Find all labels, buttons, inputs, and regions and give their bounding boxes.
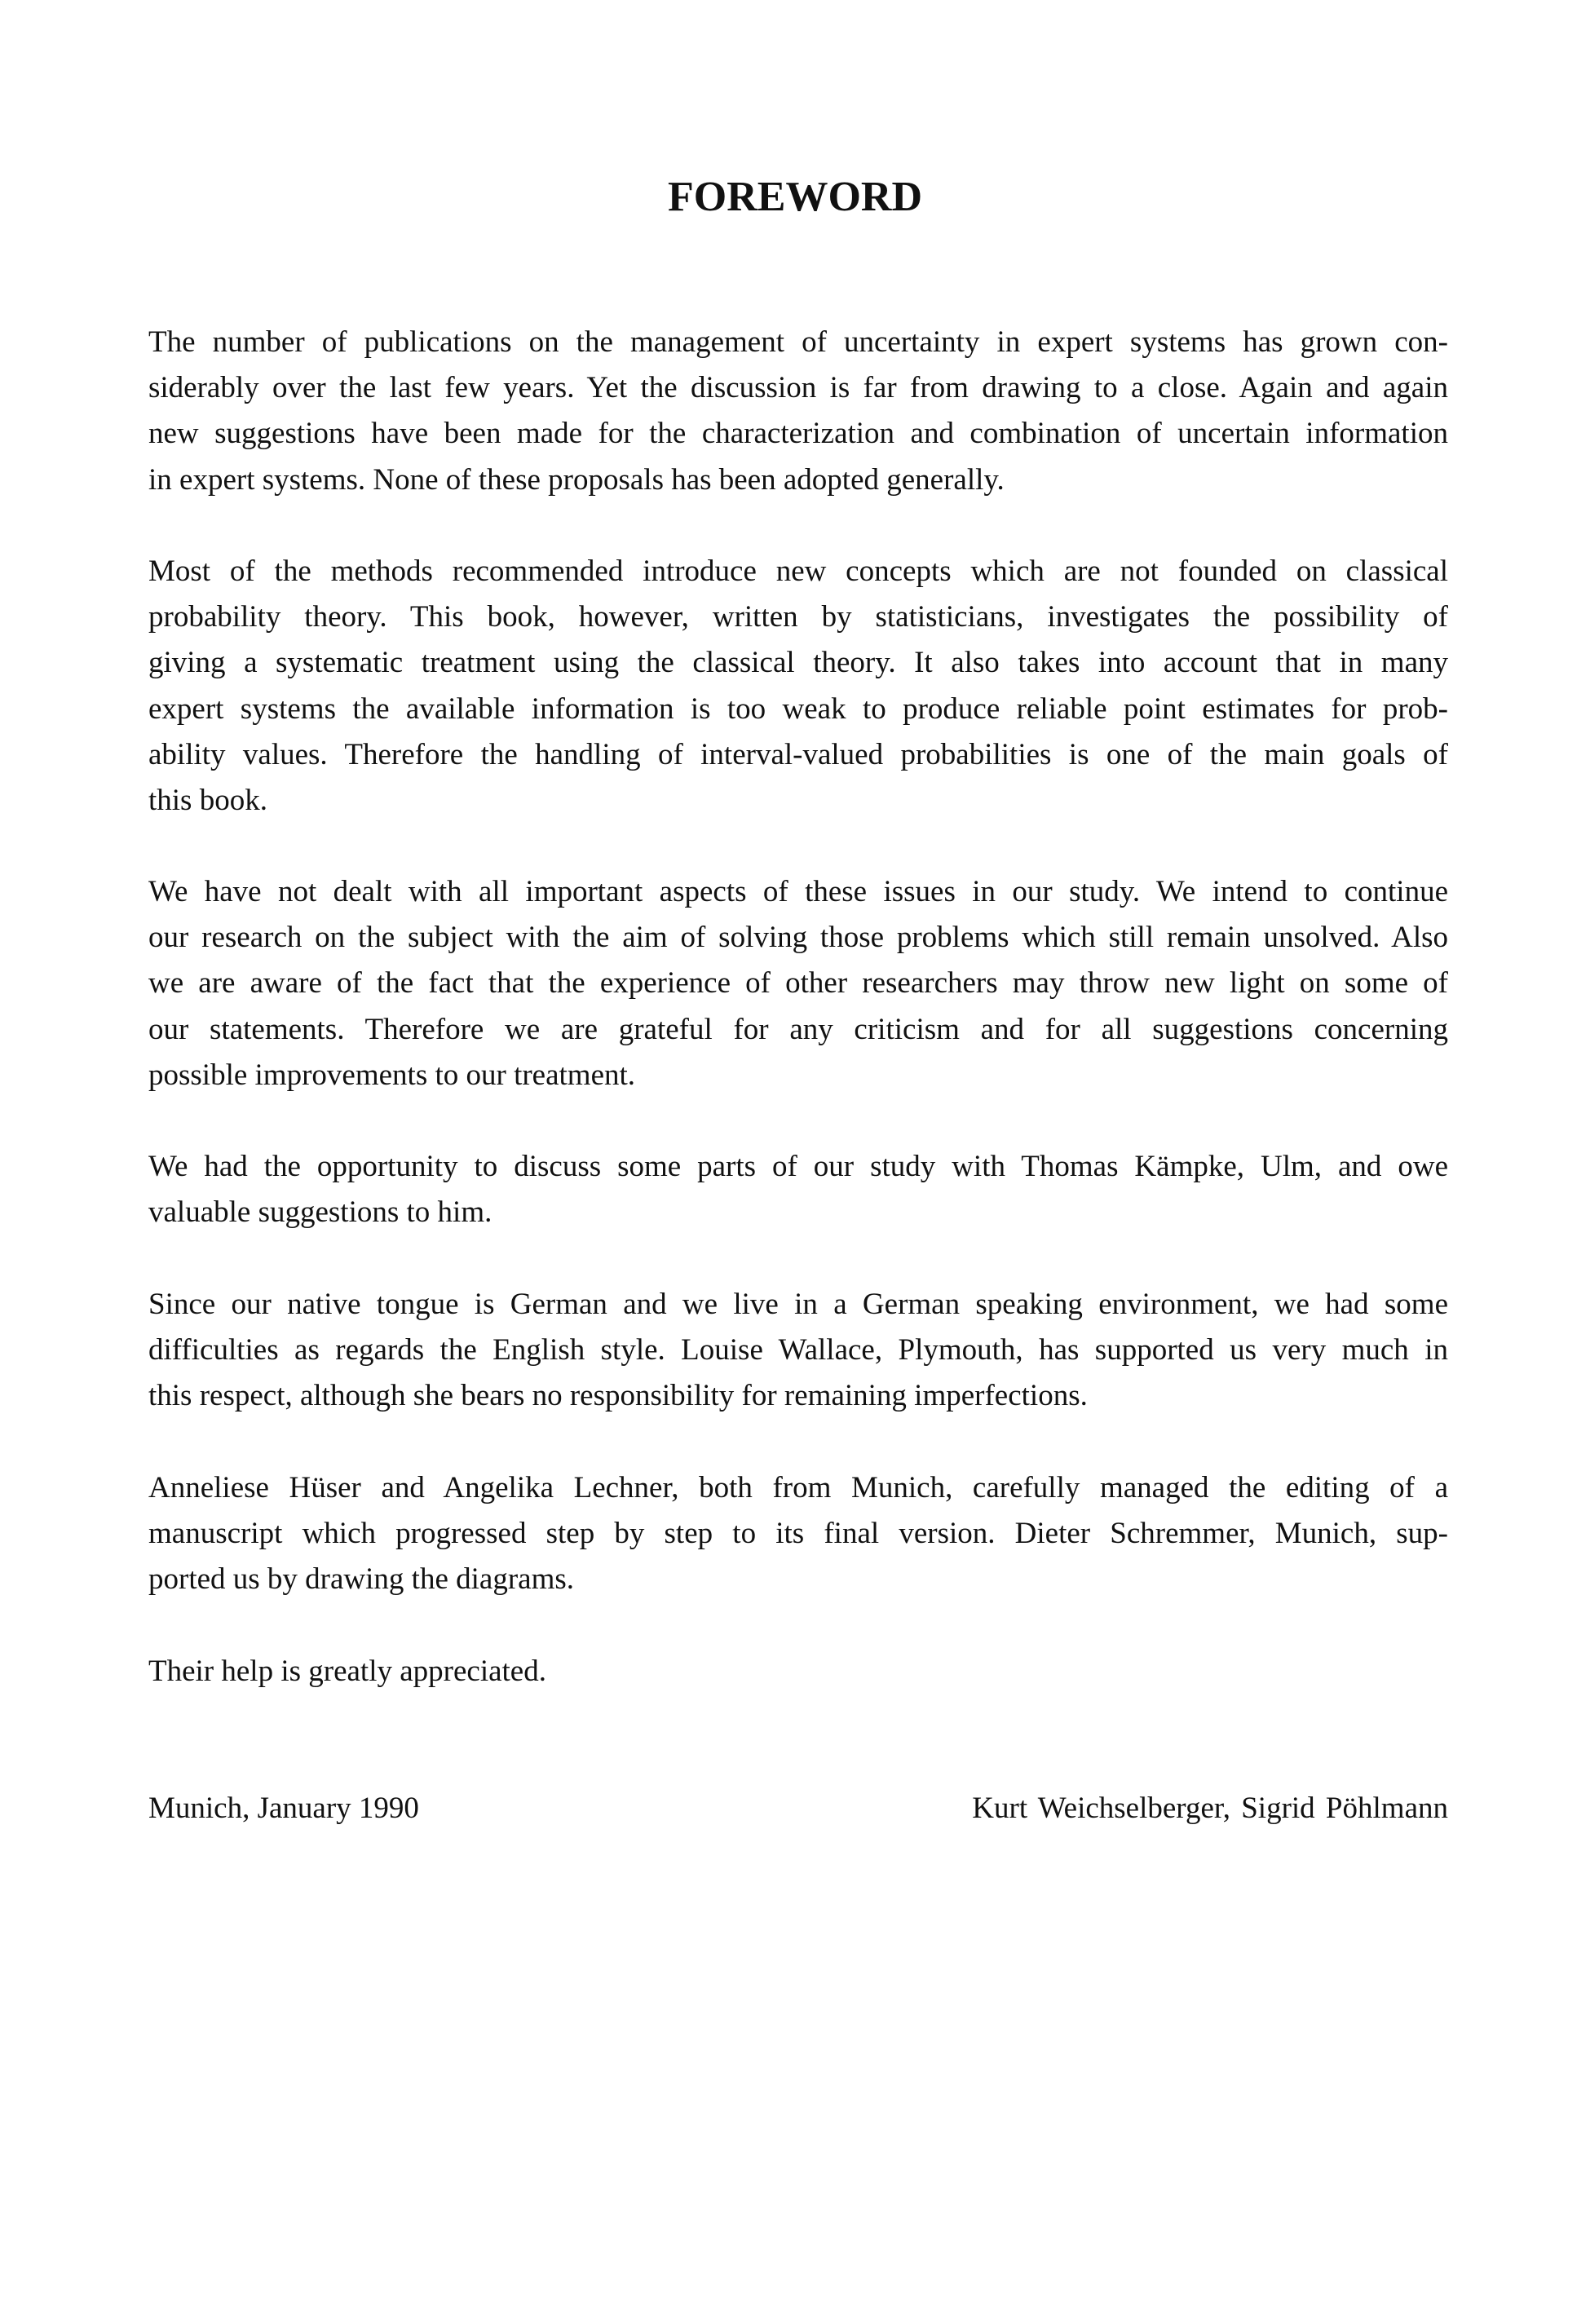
text-line: Their help is greatly appreciated. (148, 1655, 546, 1688)
text-line: ability values. Therefore the handling of interval-valued probabilities is one of the main goals of (148, 737, 1448, 771)
text-line: We had the opportunity to discuss some parts of our study with Thomas Kämpke, Ulm, and owe (148, 1150, 1448, 1183)
signature-row (148, 1786, 1448, 1831)
text-line: Most of the methods recommended introduce new concepts which are not founded on classical (148, 554, 1448, 588)
text-line: this respect, although she bears no responsibility for remaining imperfections. (148, 1379, 1088, 1413)
text-line: we are aware of the fact that the experience of other researchers may throw new light on some of (148, 966, 1448, 1001)
paragraph-3 (148, 869, 1448, 1098)
text-line: The number of publications on the management of uncertainty in expert systems has grown con- (148, 325, 1448, 359)
text-line: siderably over the last few years. Yet the discussion is far from drawing to a close. Again and again (148, 371, 1448, 405)
text-line: Since our native tongue is German and we live in a German speaking environment, we had some (148, 1288, 1448, 1321)
authors: Kurt Weichselberger, Sigrid Pöhlmann (972, 1792, 1448, 1825)
text-line: our statements. Therefore we are grateful for any criticism and for all suggestions concerning (148, 1012, 1448, 1046)
paragraph-2 (148, 549, 1448, 824)
paragraph-6 (148, 1465, 1448, 1603)
text-line: possible improvements to our treatment. (148, 1058, 636, 1092)
place-date: Munich, January 1990 (148, 1792, 419, 1825)
text-line: new suggestions have been made for the characterization and combination of uncertain information (148, 417, 1448, 451)
text-line: difficulties as regards the English style. Louise Wallace, Plymouth, has supported us very much in (148, 1333, 1448, 1367)
text-line: giving a systematic treatment using the classical theory. It also takes into account that in many (148, 646, 1448, 680)
text-line: Anneliese Hüser and Angelika Lechner, both from Munich, carefully managed the editing of a (148, 1471, 1448, 1504)
paragraph-5 (148, 1282, 1448, 1420)
text-line: ported us by drawing the diagrams. (148, 1562, 574, 1597)
text-line: our research on the subject with the aim of solving those problems which still remain unsolved. Also (148, 921, 1448, 955)
text-line: expert systems the available information is too weak to produce reliable point estimates for prob- (148, 691, 1448, 726)
paragraph-7 (148, 1649, 1448, 1694)
paragraph-4 (148, 1144, 1448, 1235)
text-line: in expert systems. None of these proposals has been adopted generally. (148, 462, 1005, 497)
text-line: We have not dealt with all important aspects of these issues in our study. We intend to continue (148, 875, 1448, 908)
text-line: probability theory. This book, however, written by statisticians, investigates the possibility of (148, 600, 1448, 634)
text-line: valuable suggestions to him. (148, 1195, 492, 1230)
page-title: FOREWORD (668, 174, 922, 220)
text-line: this book. (148, 783, 267, 817)
paragraph-1 (148, 320, 1448, 503)
text-line: manuscript which progressed step by step to its final version. Dieter Schremmer, Munich, sup- (148, 1517, 1448, 1551)
